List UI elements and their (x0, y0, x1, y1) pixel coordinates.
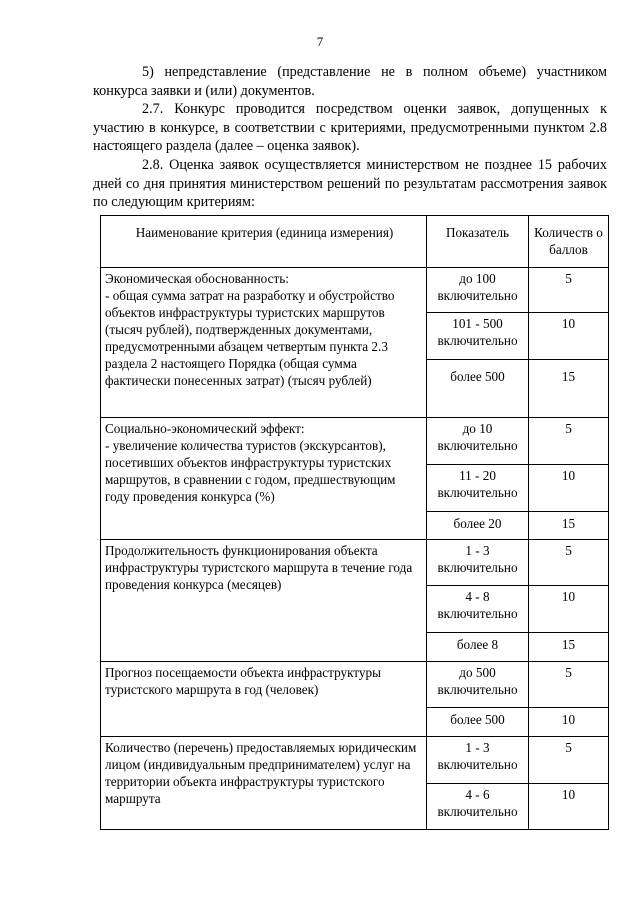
points-cell: 10 (529, 313, 609, 360)
indicator-cell: 101 - 500 включительно (427, 313, 529, 360)
criterion-name (101, 418, 427, 540)
table-row (101, 268, 609, 313)
paragraph-2-8: 2.8. Оценка заявок осуществляется министерством не позднее 15 рабочих дней со дня принятия министерством решений по результатам рассмотрения заявок по следующим критериям: (93, 157, 607, 211)
indicator-cell: 11 - 20 включительно (427, 465, 529, 512)
criterion-name (101, 540, 427, 662)
table-row (101, 418, 609, 465)
criterion-text: Количество (перечень) предоставляемых юридическим лицом (индивидуальным предпринимателем) услуг на территории объекта инфраструктуры туристского маршрута (105, 740, 417, 806)
points-cell: 10 (529, 708, 609, 737)
page-number: 7 (316, 34, 324, 49)
indicator-cell: более 500 (427, 360, 529, 418)
points-cell: 5 (529, 737, 609, 784)
criterion-text: Социально-экономический эффект: - увеличение количества туристов (экскурсантов), посетивших объектов инфраструктуры туристских маршрутов, в сравнении с годом, предшествующим году проведения конкурса (%) (105, 421, 396, 504)
indicator-cell: до 10 включительно (427, 418, 529, 465)
points-cell: 10 (529, 465, 609, 512)
indicator-cell: 4 - 8 включительно (427, 586, 529, 633)
points-cell: 10 (529, 586, 609, 633)
paragraph-2-7: 2.7. Конкурс проводится посредством оценки заявок, допущенных к участию в конкурсе, в соответствии с критериями, предусмотренными пунктом 2.8 настоящего раздела (далее – оценка заявок). (93, 101, 607, 155)
indicator-cell: до 100 включительно (427, 268, 529, 313)
indicator-cell: более 500 (427, 708, 529, 737)
points-cell: 15 (529, 360, 609, 418)
table-header-row (101, 216, 609, 268)
criterion-text: Прогноз посещаемости объекта инфраструктуры туристского маршрута в год (человек) (105, 665, 381, 697)
indicator-cell: более 20 (427, 512, 529, 540)
points-cell: 10 (529, 784, 609, 830)
criterion-name (101, 268, 427, 418)
header-points: Количеств о баллов (529, 216, 609, 268)
header-indicator: Показатель (427, 216, 529, 268)
indicator-cell: более 8 (427, 633, 529, 662)
table-row (101, 540, 609, 586)
points-cell: 5 (529, 418, 609, 465)
points-cell: 5 (529, 662, 609, 708)
criteria-table (100, 215, 609, 830)
criterion-text: Продолжительность функционирования объекта инфраструктуры туристского маршрута в течение года проведения конкурса (месяцев) (105, 543, 413, 592)
points-cell: 15 (529, 512, 609, 540)
points-cell: 5 (529, 540, 609, 586)
header-criterion: Наименование критерия (единица измерения) (101, 216, 427, 268)
criterion-text: Экономическая обоснованность: - общая сумма затрат на разработку и обустройство объектов инфраструктуры туристских маршрутов (тысяч рублей), подтвержденных документами, предусмотренными абзацем четвертым пункта 2.3 раздела 2 настоящего Порядка (общая сумма фактически понесенных затрат) (тысяч рублей) (105, 271, 395, 388)
criterion-name (101, 737, 427, 830)
points-cell: 15 (529, 633, 609, 662)
points-cell: 5 (529, 268, 609, 313)
indicator-cell: 4 - 6 включительно (427, 784, 529, 830)
paragraph-item-5: 5) непредставление (представление не в полном объеме) участником конкурса заявки и (или) документов. (93, 64, 607, 99)
indicator-cell: 1 - 3 включительно (427, 737, 529, 784)
table-row (101, 662, 609, 708)
table-row (101, 737, 609, 784)
indicator-cell: до 500 включительно (427, 662, 529, 708)
indicator-cell: 1 - 3 включительно (427, 540, 529, 586)
criterion-name (101, 662, 427, 737)
